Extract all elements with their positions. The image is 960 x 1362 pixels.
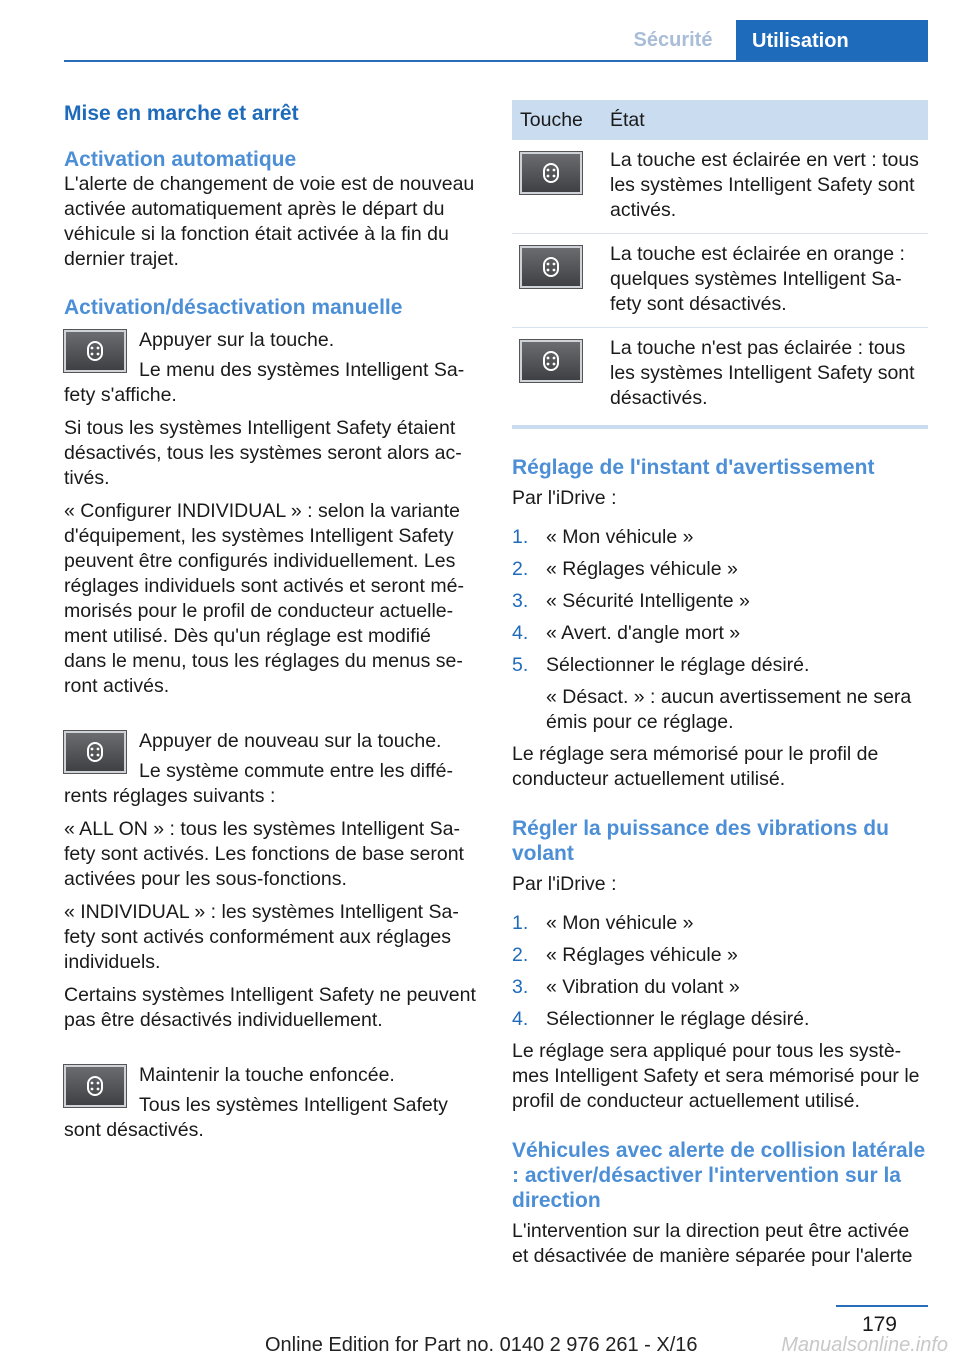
paragraph-configure-individual: « Configurer INDIVIDUAL » : selon la variante d'équipement, les systèmes Intelligent Safety peuvent être configurés individuellement. Les réglages individuels sont activés et seront mémorisés pour le profil de conducteur actuellement utilisé. Dès qu'un réglage est modifié dans le menu, tous les réglages du menus seront activés. xyxy=(64,500,464,697)
heading-warning-time: Réglage de l'instant d'avertissement xyxy=(512,456,875,479)
list-item: 3. « Sécurité Intelligente » xyxy=(512,590,750,612)
intelligent-safety-button-icon xyxy=(64,330,126,372)
list-item: 3. « Vibration du volant » xyxy=(512,976,740,998)
intelligent-safety-button-icon xyxy=(520,340,582,382)
step-all-disabled: Tous les systèmes Intelligent Safety sont désactivés. xyxy=(64,1094,448,1141)
table-header-row xyxy=(512,100,928,140)
heading-manual-activation: Activation/désactivation manuelle xyxy=(64,296,403,319)
button-state-table xyxy=(512,100,928,421)
paragraph-applied-all: Le réglage sera appliqué pour tous les systèmes Intelligent Safety et sera mémorisé pour le profil de conducteur actuellement utilisé. xyxy=(512,1040,920,1112)
left-column xyxy=(64,100,476,1143)
edition-footer: Online Edition for Part no. 0140 2 976 261 - X/16 xyxy=(265,1334,698,1356)
paragraph-saved-profile: Le réglage sera mémorisé pour le profil de conducteur actuellement utilisé. xyxy=(512,743,879,790)
heading-vibration: Régler la puissance des vibrations du volant xyxy=(512,817,889,865)
header-rule xyxy=(64,60,928,62)
idrive-label: Par l'iDrive : xyxy=(512,487,617,509)
paragraph-all-on: « ALL ON » : tous les systèmes Intelligent Safety sont activés. Les fonctions de base seront activées pour les sous-fonctions. xyxy=(64,818,464,890)
state-off: La touche n'est pas éclairée : tous les systèmes Intelligent Safety sont désactivés. xyxy=(610,337,915,409)
watermark: Manualsonline.info xyxy=(781,1334,948,1356)
header-chapter-tab: Utilisation xyxy=(736,20,928,62)
table-bottom-rule xyxy=(512,425,928,429)
intelligent-safety-button-icon xyxy=(64,731,126,773)
header-section-label: Sécurité xyxy=(633,28,713,51)
list-item: 1. « Mon véhicule » xyxy=(512,912,694,934)
step-menu-appears: Le menu des systèmes Intelligent Safety s'affiche. xyxy=(64,359,465,406)
paragraph-cannot-disable: Certains systèmes Intelligent Safety ne peuvent pas être désactivés individuellement. xyxy=(64,984,476,1031)
step-press-again: Appuyer de nouveau sur la touche. xyxy=(139,730,442,752)
page-number-rule xyxy=(836,1305,928,1307)
heading-auto-activation: Activation automatique xyxy=(64,148,297,171)
steps-warning-time xyxy=(512,525,928,678)
paragraph-individual: « INDIVIDUAL » : les systèmes Intelligent Safety sont activés conformément aux réglages individuels. xyxy=(64,901,459,973)
list-item: 2. « Réglages véhicule » xyxy=(512,558,738,580)
page-number: 179 xyxy=(861,1313,897,1336)
list-item: 4. Sélectionner le réglage désiré. xyxy=(512,1008,810,1030)
right-column xyxy=(512,100,928,1269)
state-green: La touche est éclairée en vert : tous les systèmes Intelligent Safety sont activés. xyxy=(602,140,928,234)
state-orange: La touche est éclairée en orange : quelques systèmes Intelligent Safety sont désactivés. xyxy=(602,234,928,328)
table-header-state: État xyxy=(602,100,928,140)
paragraph-all-disabled: Si tous les systèmes Intelligent Safety étaient désactivés, tous les systèmes seront alors activés. xyxy=(64,417,462,489)
table-header-button: Touche xyxy=(512,100,602,140)
table-row xyxy=(512,140,928,234)
paragraph-side-collision: L'intervention sur la direction peut être activée et désactivée de manière séparée pour l'alerte xyxy=(512,1220,913,1267)
step-note-off: « Désact. » : aucun avertissement ne sera émis pour ce réglage. xyxy=(546,686,912,733)
heading-side-collision: Véhicules avec alerte de collision latérale : activer/désactiver l'intervention sur la direction xyxy=(512,1139,926,1212)
idrive-label: Par l'iDrive : xyxy=(512,873,617,895)
steps-vibration xyxy=(512,911,928,1032)
section-heading-on-off: Mise en marche et arrêt xyxy=(64,102,299,125)
step-toggle-settings: Le système commute entre les différents réglages suivants : xyxy=(64,760,453,807)
intelligent-safety-button-icon xyxy=(520,246,582,288)
list-item: 4. « Avert. d'angle mort » xyxy=(512,622,741,644)
paragraph-auto-activation: L'alerte de changement de voie est de nouveau activée automatiquement après le départ du véhicule si la fonction était activée à la fin du dernier trajet. xyxy=(64,173,475,270)
list-item: 5. Sélectionner le réglage désiré. xyxy=(512,654,810,676)
table-row xyxy=(512,234,928,328)
table-row xyxy=(512,328,928,422)
step-hold-button: Maintenir la touche enfoncée. xyxy=(139,1064,395,1086)
intelligent-safety-button-icon xyxy=(64,1065,126,1107)
step-press-button: Appuyer sur la touche. xyxy=(139,329,335,351)
list-item: 1. « Mon véhicule » xyxy=(512,526,694,548)
intelligent-safety-button-icon xyxy=(520,152,582,194)
list-item: 2. « Réglages véhicule » xyxy=(512,944,738,966)
